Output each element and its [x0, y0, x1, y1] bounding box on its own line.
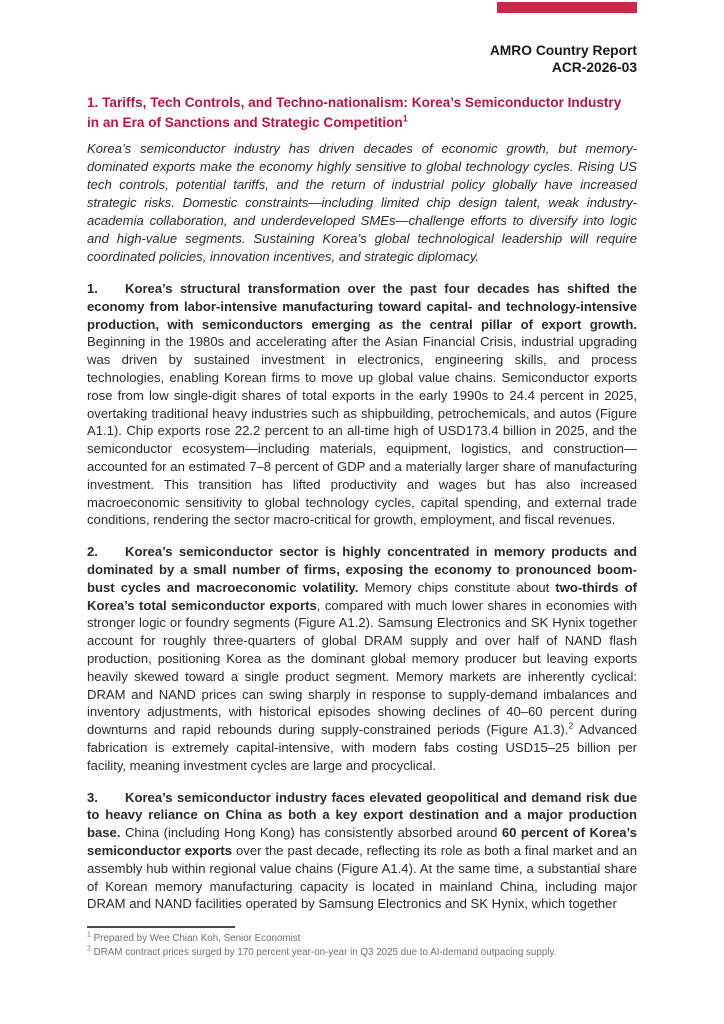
text-segment: China (including Hong Kong) has consistently absorbed around — [124, 825, 502, 841]
numbered-paragraph — [87, 543, 637, 774]
bold-text-segment: Korea’s structural transformation over the past four decades has shifted the economy from labor-intensive manufacturing toward capital- and technology-intensive production, with semiconductors emerging as the central pillar of export growth. — [87, 281, 637, 332]
bold-text-segment: two-thirds of Korea’s total semiconductor exports — [87, 579, 637, 613]
footnote-reference: 2 — [568, 720, 574, 731]
paragraph-number: 1. — [87, 281, 98, 296]
text-segment: Memory chips constitute about — [364, 579, 556, 595]
bold-text-segment: Korea’s semiconductor industry faces elevated geopolitical and demand risk due to heavy reliance on China as both a key export destination and a major production base. — [87, 789, 637, 841]
title-footnote-ref: 1 — [402, 112, 408, 123]
document-body — [87, 93, 637, 959]
text-segment: , compared with much lower shares in economies with stronger logic or foundry segments (Figure A1.2). Samsung Electronics and SK Hynix together account for roughly three-quarters of global DRAM supply and over half of NAND flash production, positioning Korea as the dominant global memory producer but leaving exports heavily skewed toward a single product segment. Memory markets are inherently cyclical: DRAM and NAND prices can swing sharply in response to supply-demand imbalances and inventory adjustments, with historical episodes showing declines of 40–60 percent during downturns and rapid rebounds during supply-constrained periods (Figure A1.3). — [87, 597, 637, 738]
footnote-number: 2 — [87, 945, 91, 953]
report-header — [87, 42, 637, 76]
footnote-number: 1 — [87, 931, 91, 939]
footnote: $^2$ DRAM contract prices surged by 170 percent year-on-year in Q3 2025 due to AI-demand outpacing supply. — [87, 945, 557, 958]
abstract-paragraph: Korea’s semiconductor industry has driven decades of economic growth, but memory-dominated exports make the economy highly sensitive to global technology cycles. Rising US tech controls, potential tariffs, and the return of industrial policy globally have increased strategic risks. Domestic constraints—including limited chip design talent, weak industry-academia collaboration, and underdeveloped SMEs—challenge efforts to diversify into logic and high-value segments. Sustaining Korea’s global technological leadership will require coordinated policies, innovation incentives, and strategic diplomacy. — [87, 141, 637, 264]
footnote-list — [87, 932, 637, 959]
footnote: $^1$ Prepared by Wee Chian Koh, Senior Economist — [87, 931, 301, 945]
header-accent-bar — [497, 2, 637, 13]
report-name: AMRO Country Report — [489, 43, 637, 58]
footnote-separator — [87, 926, 235, 928]
numbered-paragraphs — [87, 280, 637, 913]
bold-text-segment: 60 percent of Korea’s semiconductor exports — [87, 825, 637, 858]
bold-text-segment: Korea’s semiconductor sector is highly concentrated in memory products and dominated by a small number of firms, exposing the economy to pronounced boom-bust cycles and macroeconomic volatility. — [87, 544, 637, 595]
section-title-text: 1. Tariffs, Tech Controls, and Techno-nationalism: Korea’s Semiconductor Industry in an Era of Sanctions and Strategic Competition — [87, 95, 622, 130]
report-number: ACR-2026-03 — [551, 60, 637, 75]
text-segment: over the past decade, reflecting its role as both a final market and an assembly hub within regional value chains (Figure A1.4). At the same time, a substantial share of Korean memory manufacturing capacity is located in mainland China, including major DRAM and NAND facilities operated by Samsung Electronics and SK Hynix, which together — [87, 842, 637, 912]
section-title — [87, 93, 637, 132]
footnotes-section — [87, 926, 637, 959]
numbered-paragraph — [87, 789, 637, 914]
paragraph-number: 2. — [87, 544, 98, 560]
paragraph-number: 3. — [87, 789, 98, 805]
numbered-paragraph — [87, 280, 637, 529]
text-segment: Beginning in the 1980s and accelerating after the Asian Financial Crisis, industrial upgrading was driven by sustained investment in electronics, engineering skills, and process technologies, enabling Korean firms to move up global value chains. Semiconductor exports rose from low single-digit shares of total exports in the early 1990s to 24.4 percent in 2025, overtaking traditional heavy industries such as shipbuilding, petrochemicals, and autos (Figure A1.1). Chip exports rose 22.2 percent to an all-time high of USD173.4 billion in 2025, and the semiconductor ecosystem—including materials, equipment, logistics, and construction—accounted for an estimated 7–8 percent of GDP and a materially larger share of manufacturing investment. This transition has lifted productivity and wages but has also increased macroeconomic sensitivity to global technology cycles, capital spending, and external trade conditions, rendering the sector macro-critical for growth, employment, and fiscal revenues. — [87, 334, 637, 528]
text-segment: Advanced fabrication is extremely capital-intensive, with modern fabs costing USD15–25 billion per facility, meaning investment cycles are large and procyclical. — [87, 722, 638, 773]
